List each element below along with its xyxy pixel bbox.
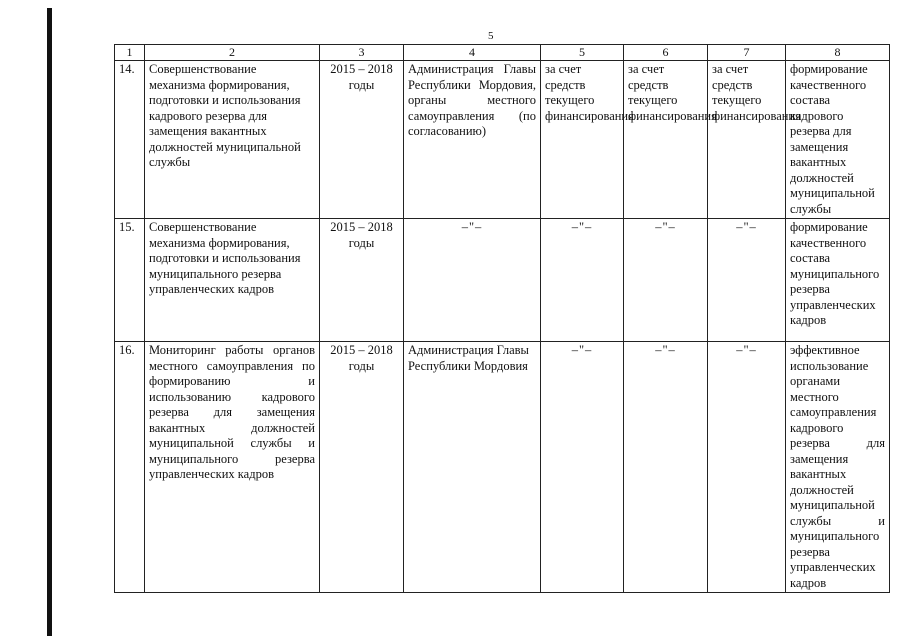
header-cell: 5 [541, 45, 624, 61]
ditto-mark: –"– [571, 343, 593, 357]
header-cell: 4 [404, 45, 541, 61]
header-cell: 6 [624, 45, 708, 61]
table-row [115, 342, 890, 593]
measure-cell: Совершенствование механизма формирования, подготовки и использования муниципального резерва управленческих кадров [145, 219, 320, 342]
result-cell: эффективное использование органами местного самоуправления кадрового резерва для замещения вакантных должностей муниципальной службы и муниципального резерва управленческих кадров [786, 342, 890, 593]
header-cell: 8 [786, 45, 890, 61]
ditto-mark: –"– [655, 343, 676, 357]
page-number: 5 [488, 30, 494, 42]
row-number: 15. [115, 219, 145, 342]
funding-cell: за счет средств текущего финансирования [624, 61, 708, 219]
funding-cell [624, 219, 708, 342]
funding-cell: за счет средств текущего финансирования [708, 61, 786, 219]
term-cell: 2015 – 2018 годы [320, 61, 404, 219]
term-cell: 2015 – 2018 годы [320, 342, 404, 593]
measures-table [114, 44, 890, 593]
executor-cell: Администрация Главы Республики Мордовия, органы местного самоуправления (по согласованию) [404, 61, 541, 219]
funding-cell [624, 342, 708, 593]
binding-edge-bar [47, 8, 52, 636]
ditto-mark: –"– [736, 343, 757, 357]
header-cell: 3 [320, 45, 404, 61]
ditto-mark: –"– [461, 220, 483, 234]
header-row [115, 45, 890, 61]
executor-cell [404, 219, 541, 342]
executor-cell: Администрация Главы Республики Мордовия [404, 342, 541, 593]
header-cell: 7 [708, 45, 786, 61]
ditto-mark: –"– [736, 220, 757, 234]
table-row [115, 219, 890, 342]
row-number: 16. [115, 342, 145, 593]
ditto-mark: –"– [571, 220, 593, 234]
header-cell: 2 [145, 45, 320, 61]
ditto-mark: –"– [655, 220, 676, 234]
funding-cell [708, 342, 786, 593]
row-number: 14. [115, 61, 145, 219]
term-cell: 2015 – 2018 годы [320, 219, 404, 342]
funding-cell [541, 342, 624, 593]
header-cell: 1 [115, 45, 145, 61]
result-cell: формирование качественного состава кадрового резерва для замещения вакантных должностей муниципальной службы [786, 61, 890, 219]
funding-cell [541, 219, 624, 342]
result-cell: формирование качественного состава муниципального резерва управленческих кадров [786, 219, 890, 342]
table-row [115, 61, 890, 219]
funding-cell [708, 219, 786, 342]
funding-cell: за счет средств текущего финансирования [541, 61, 624, 219]
measure-cell: Мониторинг работы органов местного самоуправления по формированию и использованию кадрового резерва для замещения вакантных должностей муниципальной службы и муниципального резерва управленческих кадров [145, 342, 320, 593]
measure-cell: Совершенствование механизма формирования, подготовки и использования кадрового резерва для замещения вакантных должностей муниципальной службы [145, 61, 320, 219]
